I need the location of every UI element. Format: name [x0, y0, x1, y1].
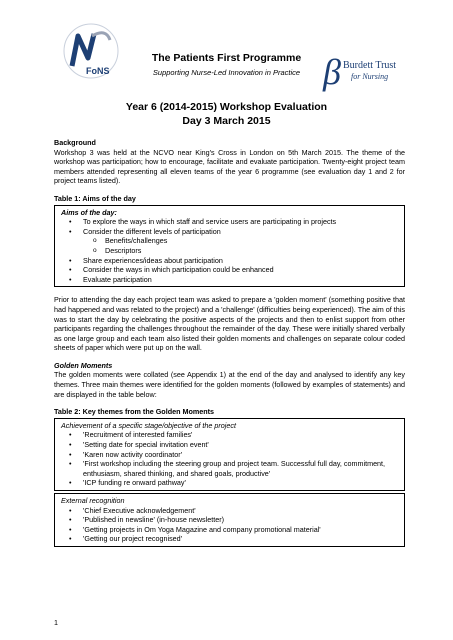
document-title-line2: Day 3 March 2015 — [182, 115, 271, 127]
theme-example: • 'Chief Executive acknowledgement' — [83, 506, 398, 516]
aim-item: • Share experiences/ideas about participation — [83, 256, 398, 266]
table1-heading: Aims of the day: — [61, 207, 117, 217]
table1-caption: Table 1: Aims of the day — [54, 193, 136, 203]
burdett-b-mark: β — [323, 52, 341, 92]
burdett-logo-line1: Burdett Trust — [343, 60, 397, 71]
background-heading: Background — [54, 138, 96, 147]
table2-section1-heading: Achievement of a specific stage/objective of the project — [61, 420, 236, 430]
page-number: 1 — [54, 618, 58, 627]
table2-caption: Table 2: Key themes from the Golden Moments — [54, 407, 215, 417]
document-title-line1: Year 6 (2014-2015) Workshop Evaluation — [125, 101, 328, 113]
aim-item: • Evaluate participation — [83, 275, 398, 285]
aim-item-text: Consider the different levels of participation — [83, 226, 221, 236]
theme-example: • 'ICP funding re onward pathway' — [83, 478, 398, 488]
theme-example: • 'First workshop including the steering group and project team. Successful full day, commitment, enthusiasm, shared thinking, and shared goals, productive' — [83, 459, 398, 478]
table2-section1 — [54, 418, 405, 491]
golden-moments-heading: Golden Moments — [54, 360, 113, 370]
theme-example: • 'Getting projects in Om Yoga Magazine and company promotional material' — [83, 525, 398, 535]
section2-list — [61, 506, 398, 544]
theme-example: • 'Setting date for special invitation event' — [83, 440, 398, 450]
aim-item: • Consider the ways in which participation could be enhanced — [83, 265, 398, 275]
golden-moments-paragraph: The golden moments were collated (see Appendix 1) at the end of the day and analysed to identify any key themes. Three main themes were identified for the golden moments (followed by examples of statements) and are displayed in the table below: — [54, 370, 405, 399]
aims-list — [61, 217, 398, 284]
document-title — [0, 100, 453, 128]
table2-section2 — [54, 493, 405, 547]
aim-item: • To explore the ways in which staff and service users are participating in projects — [83, 217, 398, 227]
theme-example: • 'Published in newsline' (in-house newsletter) — [83, 515, 398, 525]
table1-aims — [54, 205, 405, 288]
golden-moment-intro-paragraph: Prior to attending the day each project team was asked to prepare a 'golden moment' (something positive that had happened and was related to the project) and a 'challenge' (difficulties being experienced). The aim of this was to start the day by celebrating the positive aspects of the projects and then to enlist support from other participants regarding the challenges throughout the remainder of the day. These were initially shared verbally as one large group and each team also listed their golden moments and challenges on separate colour coded sheets of paper which were put up on the wall. — [54, 295, 405, 353]
section1-list — [61, 430, 398, 488]
table2-section2-heading: External recognition — [61, 496, 125, 505]
document-body — [54, 138, 405, 555]
aim-item — [83, 227, 398, 256]
aim-subitem: o Descriptors — [105, 246, 398, 256]
theme-example: • 'Recruitment of interested families' — [83, 430, 398, 440]
program-subtitle: Supporting Nurse-Led Innovation in Practice — [152, 68, 301, 77]
aim-subitem: o Benefits/challenges — [105, 236, 398, 246]
theme-example: • 'Getting our project recognised' — [83, 534, 398, 544]
aim-sublist — [83, 236, 398, 255]
program-title: The Patients First Programme — [151, 52, 302, 64]
theme-example: • 'Karen now activity coordinator' — [83, 450, 398, 460]
background-paragraph: Workshop 3 was held at the NCVO near King's Cross in London on 5th March 2015. The theme of the workshop was participation; how to encourage, facilitate and evaluate participation. Twenty-eight project team members attended representing all eleven teams of the year 6 programme (see evaluation day 1 and 2 for project teams listed). — [54, 147, 405, 186]
burdett-logo — [323, 52, 405, 92]
fons-logo-text: FoNS — [86, 66, 110, 76]
burdett-logo-line2: for Nursing — [351, 72, 389, 81]
